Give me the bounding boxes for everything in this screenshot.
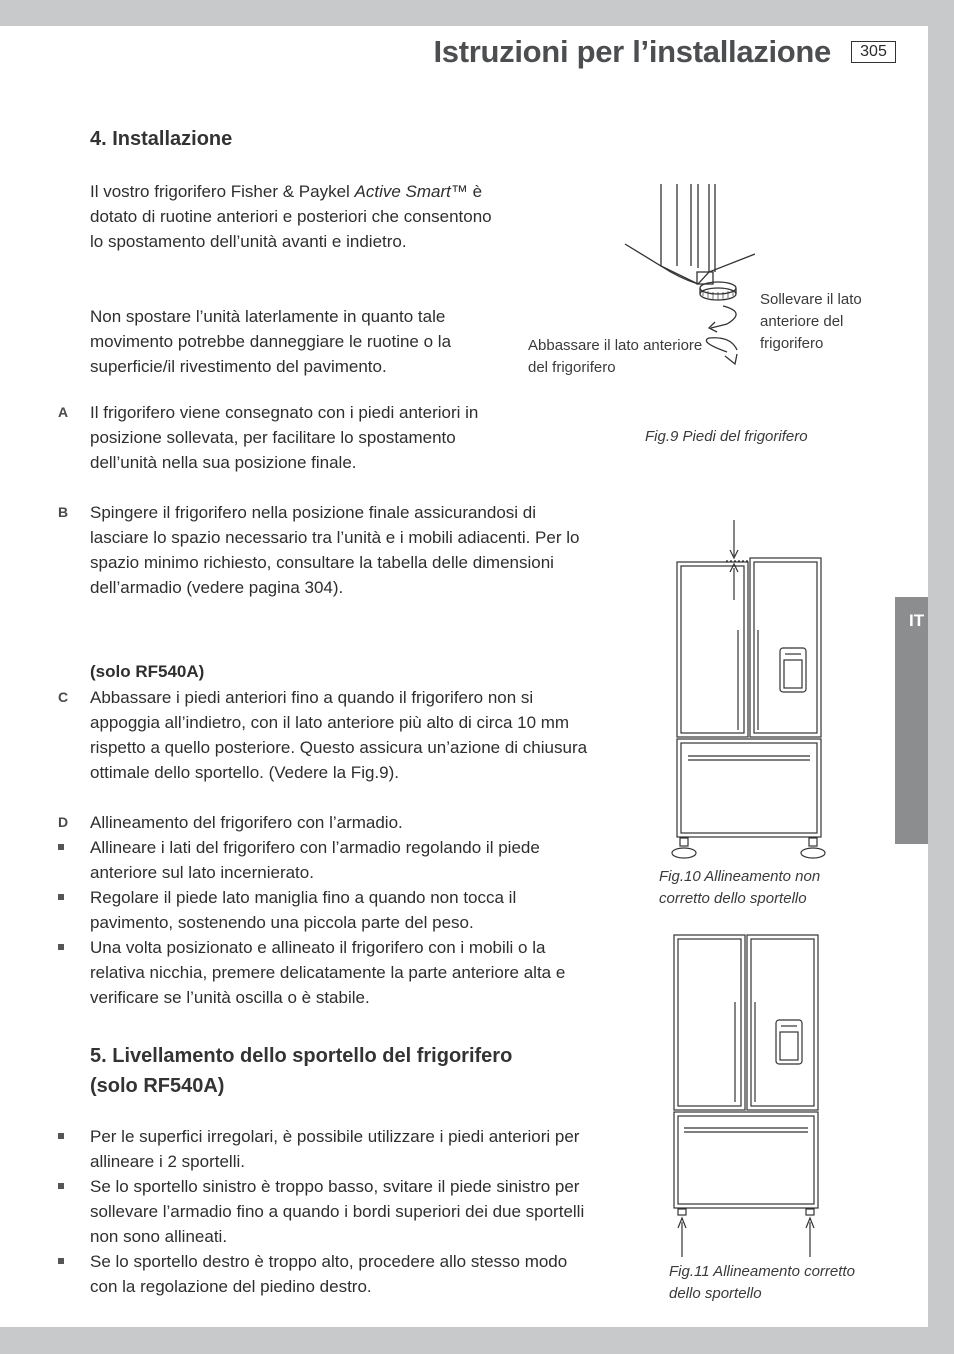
leveling-bullet: Se lo sportello destro è troppo alto, procedere allo stesso modo con la regolazione del piedino destro. — [90, 1252, 568, 1296]
step-c-text: Abbassare i piedi anteriori fino a quando il frigorifero non si appoggia all’indietro, con il lato anteriore più alto di circa 10 mm rispetto a quello posteriore. Questo assicura un’azione di chiusura ottimale dello sportello. (Vedere la Fig.9). — [90, 688, 588, 782]
bullet-marker — [58, 1183, 64, 1189]
step-marker-d: D — [58, 814, 69, 830]
alignment-bullet: Regolare il piede lato maniglia fino a quando non tocca il pavimento, sostenendo una piccola parte del peso. — [90, 888, 517, 932]
section-heading-livellamento: 5. Livellamento dello sportello del frigorifero — [90, 1045, 513, 1067]
fig10-fridge-misaligned — [668, 520, 830, 862]
step-marker-a: A — [58, 404, 69, 420]
fig9-label-lower: Abbassare il lato anteriore del frigorifero — [528, 337, 703, 376]
leveling-bullet: Per le superfici irregolari, è possibile utilizzare i piedi anteriori per allineare i 2 sportelli. — [90, 1127, 580, 1171]
alignment-bullet: Una volta posizionato e allineato il frigorifero con i mobili o la relativa nicchia, premere delicatamente la parte anteriore alta e verificare se l’unità oscilla o è stabile. — [90, 938, 566, 1007]
step-d-text: Allineamento del frigorifero con l’armadio. — [90, 813, 403, 832]
step-marker-b: B — [58, 504, 69, 520]
step-a-text: Il frigorifero viene consegnato con i piedi anteriori in posizione sollevata, per facilitare lo spostamento dell’unità nella sua posizione finale. — [90, 403, 479, 472]
intro-paragraph: Il vostro frigorifero Fisher & Paykel Active Smart™ è dotato di ruotine anteriori e posteriori che consentono lo spostamento dell’unità avanti e indietro. — [90, 182, 492, 251]
bullet-marker — [58, 1133, 64, 1139]
fig9-label-raise: Sollevare il lato anteriore del frigorifero — [760, 291, 862, 352]
leveling-bullet: Se lo sportello sinistro è troppo basso, svitare il piede sinistro per sollevare l’armadio fino a quando i bordi superiori dei due sportelli non sono allineati. — [90, 1177, 585, 1246]
step-b-text: Spingere il frigorifero nella posizione finale assicurandosi di lasciare lo spazio necessario tra l’unità e i mobili adiacenti. Per lo spazio minimo richiesto, consultare la tabella delle dimensioni dell’armadio (vedere pagina 304). — [90, 503, 580, 597]
fig9-caption: Fig.9 Piedi del frigorifero — [645, 428, 808, 445]
language-tab — [895, 597, 928, 844]
bullet-marker — [58, 894, 64, 900]
bullet-marker — [58, 944, 64, 950]
section-heading-installazione: 4. Installazione — [90, 128, 233, 150]
bullet-marker — [58, 1258, 64, 1264]
warning-paragraph: Non spostare l’unità laterlamente in quanto tale movimento potrebbe danneggiare le ruotine o la superficie/il rivestimento del pavimento. — [90, 307, 452, 376]
language-tab-label: IT — [909, 611, 925, 630]
fig11-caption: Fig.11 Allineamento corretto dello sportello — [669, 1263, 855, 1302]
fig10-caption: Fig.10 Allineamento non corretto dello sportello — [659, 868, 821, 907]
fig11-fridge-aligned — [668, 932, 830, 1262]
section-heading-livellamento-note: (solo RF540A) — [90, 1075, 225, 1097]
step-c-note: (solo RF540A) — [90, 662, 205, 681]
page-number: 305 — [851, 41, 896, 63]
page-title: Istruzioni per l’installazione — [433, 34, 831, 69]
step-marker-c: C — [58, 689, 69, 705]
alignment-bullet: Allineare i lati del frigorifero con l’armadio regolando il piede anteriore sul lato incernierato. — [90, 838, 540, 882]
bullet-marker — [58, 844, 64, 850]
